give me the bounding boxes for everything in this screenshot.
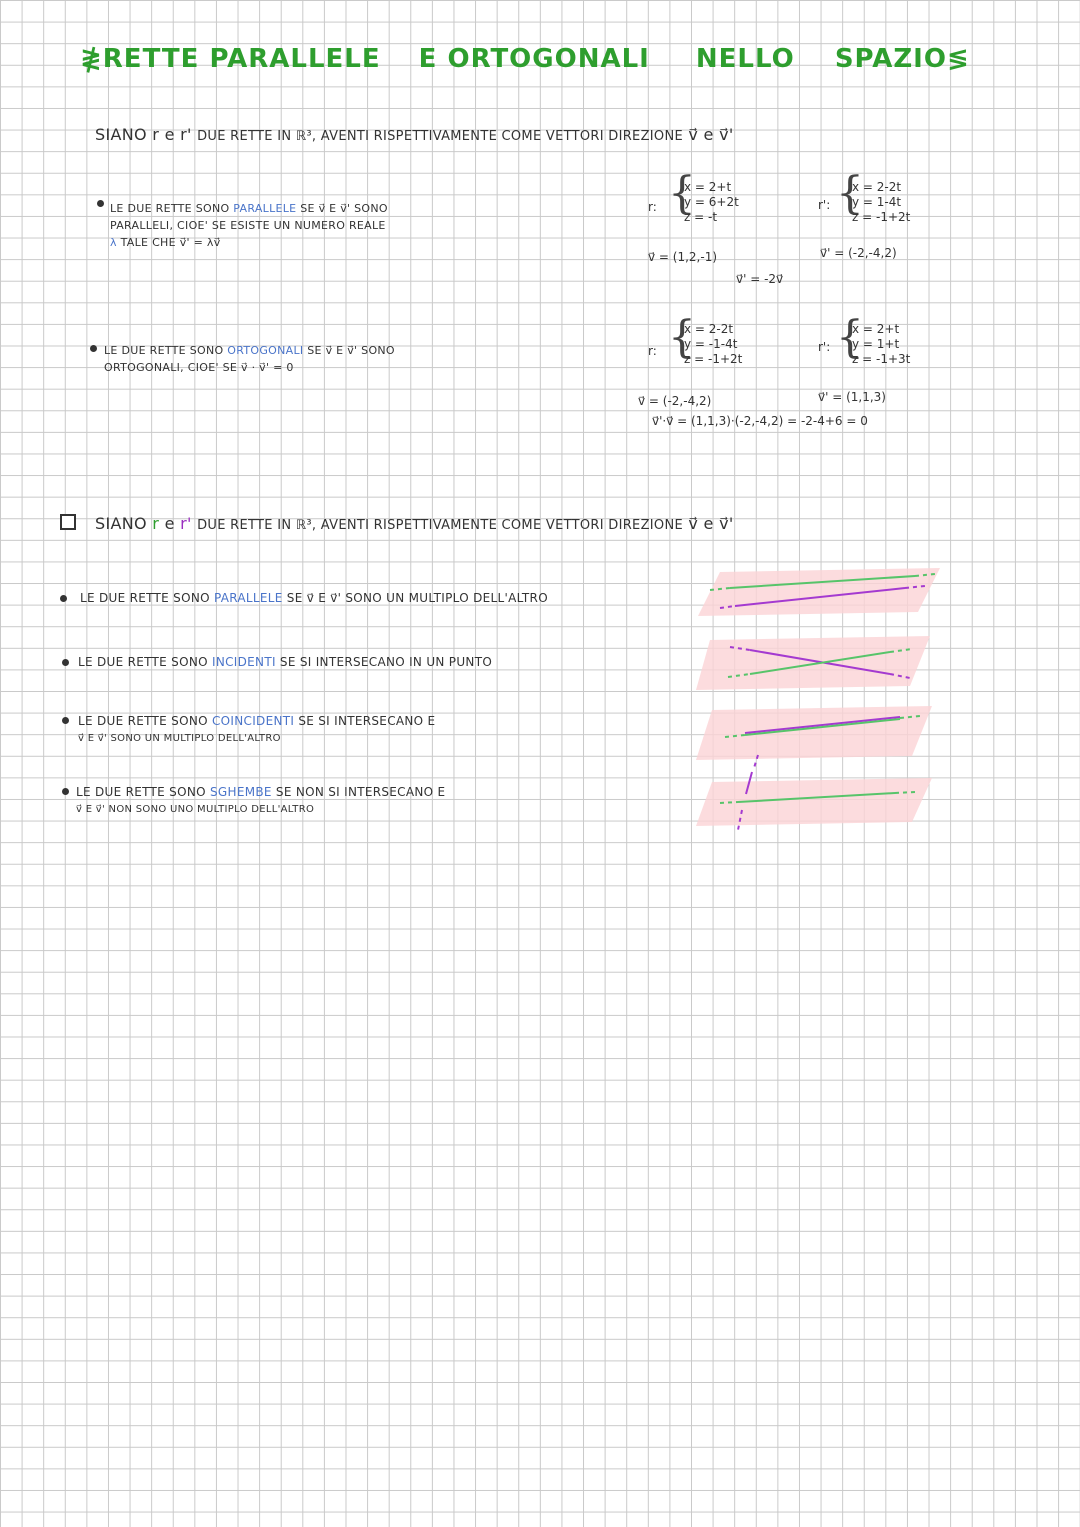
ortho-rule-line-2: ORTOGONALI, CIOE' SE v⃗ · v⃗' = 0 [104, 361, 294, 374]
keyword-sghembe: SGHEMBE [209, 785, 272, 799]
vector-relation: v⃗' = -2v⃗ [736, 272, 784, 286]
rule-text: LE DUE RETTE SONO [104, 344, 224, 357]
intro-text: DUE RETTE IN ℝ³, AVENTI RISPETTIVAMENTE COME VETTORI DIREZIONE [197, 129, 683, 144]
bullet-icon [62, 659, 69, 666]
case-line-1 [78, 713, 435, 730]
intro-sentence-2 [95, 514, 734, 533]
case-text: SE SI INTERSECANO IN UN PUNTO [279, 655, 493, 669]
intro-word: SIANO [95, 514, 147, 533]
keyword-incidenti: INCIDENTI [211, 655, 276, 669]
equation: z = -1+2t [852, 210, 911, 224]
brace-icon: { [836, 168, 864, 219]
parallel-rule [110, 200, 388, 251]
case-coincidenti [78, 713, 435, 747]
title-part-3: NELLO [695, 44, 795, 74]
line-r-label: r [152, 125, 160, 144]
equation: z = -1+3t [852, 352, 911, 366]
parallel-rule-line-1 [110, 200, 388, 217]
plane-shape [696, 706, 932, 760]
intro-word: e [703, 514, 714, 533]
case-text: SE v⃗ E v⃗' SONO UN MULTIPLO DELL'ALTRO [286, 591, 548, 605]
example-r-label: r: [648, 200, 657, 214]
diagram-sghembe [696, 755, 932, 830]
line-r-prime-label: r' [180, 514, 192, 533]
keyword-coincidenti: COINCIDENTI [211, 714, 295, 728]
case-line-2: v⃗ E v⃗' SONO UN MULTIPLO DELL'ALTRO [78, 733, 281, 744]
vector-v-label: v⃗ [688, 125, 699, 144]
case-line-1 [76, 784, 445, 801]
keyword-parallele: PARALLELE [213, 591, 283, 605]
keyword-parallele: PARALLELE [233, 202, 297, 215]
brace-icon: { [836, 312, 864, 363]
equation: y = 1-4t [852, 195, 902, 209]
rule-text: SE v⃗ E v⃗' SONO [300, 202, 388, 215]
parallel-rule-line-3 [110, 234, 388, 251]
formula: v⃗' = λv⃗ [179, 236, 221, 249]
line-positions-diagram [690, 560, 950, 850]
line-r-prime-label: r' [180, 125, 192, 144]
example-rp-label: r': [818, 198, 831, 212]
diagram-incidenti [696, 636, 930, 690]
case-text: SE SI INTERSECANO E [298, 714, 436, 728]
equation: x = 2-2t [684, 322, 734, 336]
equation: y = 1+t [852, 337, 900, 351]
intro-sentence-1 [95, 125, 734, 144]
intro-word: SIANO [95, 125, 147, 144]
case-text: LE DUE RETTE SONO [76, 785, 206, 799]
ortho-rule [104, 342, 395, 376]
case-parallele [80, 591, 548, 605]
diagram-parallele [698, 568, 940, 616]
parallel-rule-line-2: PARALLELI, CIOE' SE ESISTE UN NUMERO REALE [110, 219, 386, 232]
intro-text: DUE RETTE IN ℝ³, AVENTI RISPETTIVAMENTE COME VETTORI DIREZIONE [197, 518, 683, 533]
example-rp-label: r': [818, 340, 831, 354]
equation: x = 2+t [684, 180, 732, 194]
vector-v-label: v⃗ [688, 514, 699, 533]
rule-text: LE DUE RETTE SONO [110, 202, 230, 215]
equation: y = 6+2t [684, 195, 739, 209]
plane-shape [696, 636, 930, 690]
title-part-4: SPAZIO≶ [834, 44, 970, 74]
equation: z = -1+2t [684, 352, 743, 366]
bullet-icon [62, 717, 69, 724]
page-title [80, 44, 970, 74]
title-part-2: E ORTOGONALI [418, 44, 650, 74]
vector-v-value: v⃗ = (1,2,-1) [648, 250, 718, 264]
title-part-1: ≹RETTE PARALLELE [80, 44, 381, 74]
rule-text: TALE CHE [120, 236, 176, 249]
case-incidenti [78, 655, 492, 669]
bullet-icon [90, 345, 97, 352]
vector-v-prime-label: v⃗' [719, 125, 734, 144]
dot-product-calc: v⃗'·v⃗ = (1,1,3)·(-2,-4,2) = -2-4+6 = 0 [652, 414, 868, 428]
intro-word: e [164, 125, 175, 144]
checkbox-icon [60, 514, 76, 530]
vector-v-value: v⃗ = (-2,-4,2) [638, 394, 712, 408]
rule-text: SE v⃗ E v⃗' SONO [307, 344, 395, 357]
keyword-ortogonali: ORTOGONALI [227, 344, 304, 357]
equation: y = -1-4t [684, 337, 738, 351]
equation: z = -t [684, 210, 718, 224]
example-r-system [684, 180, 739, 225]
case-text: SE NON SI INTERSECANO E [275, 785, 446, 799]
example-rp-system [852, 322, 910, 367]
equation: x = 2+t [852, 322, 900, 336]
plane-shape [698, 568, 940, 616]
line-r-label: r [152, 514, 160, 533]
case-sghembe [76, 784, 445, 818]
brace-icon: { [668, 168, 696, 219]
vector-v-prime-value: v⃗' = (-2,-4,2) [820, 246, 897, 260]
bullet-icon [60, 595, 67, 602]
intro-word: e [703, 125, 714, 144]
example-rp-system [852, 180, 910, 225]
vector-v-prime-label: v⃗' [719, 514, 734, 533]
lambda-symbol: λ [110, 236, 117, 249]
case-line-2: v⃗ E v⃗' NON SONO UNO MULTIPLO DELL'ALTRO [76, 804, 315, 815]
case-text: LE DUE RETTE SONO [80, 591, 210, 605]
ortho-rule-line-1 [104, 342, 395, 359]
diagram-coincidenti [696, 706, 932, 760]
intro-word: e [164, 514, 175, 533]
bullet-icon [62, 788, 69, 795]
example-r-system [684, 322, 742, 367]
case-text: LE DUE RETTE SONO [78, 714, 208, 728]
case-text: LE DUE RETTE SONO [78, 655, 208, 669]
example-r-label: r: [648, 344, 657, 358]
vector-v-prime-value: v⃗' = (1,1,3) [818, 390, 886, 404]
bullet-icon [97, 200, 104, 207]
brace-icon: { [668, 312, 696, 363]
equation: x = 2-2t [852, 180, 902, 194]
